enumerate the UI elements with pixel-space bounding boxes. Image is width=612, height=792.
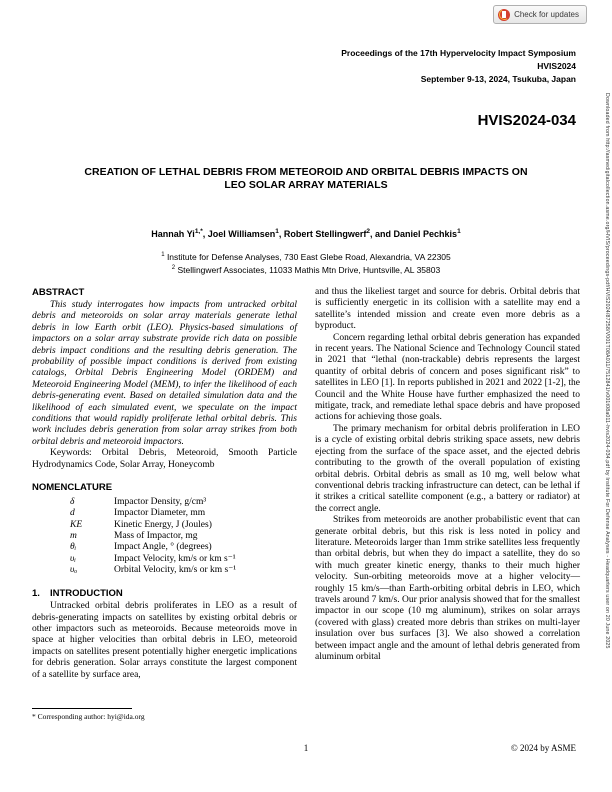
right-column: [315, 287, 580, 681]
author-line: [0, 228, 612, 239]
download-watermark: Downloaded from http://asmedigitalcollection.asme.org/HVIS/proceedings-pdf/HVIS2024/87258/V001T08A011/7512841/v001t08a011-hvis2024-034.pdf by Institute For Defense Analyses - Headquarters user on 20 June 2025: [604, 93, 610, 649]
nomenclature-row: υᵢ Impact Velocity, km/s or km s⁻¹: [70, 553, 236, 564]
crossmark-page-glyph: [502, 11, 506, 18]
author: Hannah $Yi^{1,*}$,: [151, 228, 208, 239]
body-paragraph: and thus the likeliest target and source for debris. Orbital debris that is sufficiently energetic in its collision with a satellite may end a satellite’s intended mission and create even more debris as a byproduct.: [315, 287, 580, 332]
author: Robert Stellingwerf$^2$, and: [283, 228, 394, 239]
introduction-heading: 1. INTRODUCTION: [32, 588, 123, 600]
nomenclature-row: θᵢ Impact Angle, ° (degrees): [70, 542, 212, 553]
nomenclature-row: δ Impactor Density, g/cm³: [70, 497, 207, 508]
abstract-heading: ABSTRACT: [32, 287, 85, 298]
proceedings-header: [341, 47, 576, 86]
nomenclature-list: [32, 497, 297, 576]
keywords-line: Keywords: Orbital Debris, Meteoroid, Smooth Particle Hydrodynamics Code, Solar Array, Honeycomb: [32, 448, 297, 470]
body-paragraph: Concern regarding lethal orbital debris generation has expanded in recent years. The National Science and Technology Council stated in 2021 that “lethal (non-trackable) debris represents the largest quantity of orbital debris of concern and poses significant risk” to satellites in LEO [1]. In reports published in 2021 and 2022 [1-2], the Council and the White House have further emphasized the need to mitigate, track, and remediate lethal space debris and have proposed actions for achieving those goals.: [315, 332, 580, 423]
proceedings-line: HVIS2024: [537, 61, 576, 71]
title-line-1: CREATION OF LETHAL DEBRIS FROM METEOROID AND ORBITAL DEBRIS IMPACTS ON: [84, 166, 528, 178]
nomenclature-row: m Mass of Impactor, mg: [70, 530, 198, 541]
page-title: [0, 166, 612, 192]
footnote-rule: [32, 708, 132, 709]
body-paragraph: Strikes from meteoroids are another probabilistic event that can generate orbital debris, but this risk is less noted in policy and literature. Meteoroids larger than 1mm strike satellites less frequently than orbital debris, but when they do impact a satellite, they do so with much greater kinetic energy, thanks to their much higher velocity. Sun-orbiting meteoroids move at a higher velocity—roughly 15 km/s—than Earth-orbiting orbital debris in LEO, which travels around 7 km/s. Our prior analysis showed that for the smallest impactor in our scope (10 mg aluminum), strikes on solar arrays (covered with glass) created more debris than strikes on multi-layer insulation over bus surfaces [3]. We also showed a correlation between impact angle and the amount of lethal debris generated from aluminum orbital: [315, 515, 580, 662]
author: Daniel Pechkis$^1$: [393, 228, 461, 239]
check-for-updates-button[interactable]: [493, 5, 587, 24]
title-line-2: LEO SOLAR ARRAY MATERIALS: [224, 179, 388, 191]
proceedings-line: Proceedings of the 17th Hypervelocity Impact Symposium: [341, 48, 576, 58]
affiliation-2: $^2$ Stellingwerf Associates, 11033 Mathis Mtn Drive, Huntsville, AL 35803: [171, 264, 441, 275]
corresponding-author-note: * Corresponding author: hyi@ida.org: [32, 712, 145, 721]
nomenclature-row: KE Kinetic Energy, J (Joules): [70, 519, 212, 530]
abstract-paragraph: This study interrogates how impacts from untracked orbital debris and meteoroids on solar array materials generate lethal debris in low Earth orbit (LEO). Physics-based simulations of impactors on a solar array substrate provide rich data on possible debris impact conditions and the resulting debris generation. The probability of possible impact conditions is derived from existing catalogs, Orbital Debris Engineering Model (ORDEM) and Meteoroid Engineering Model (MEM), to infer the likelihood of each debris-generating event. Based on detailed simulation data and the likelihood of each simulated event, we speculate on the impact conditions that would rapidly proliferate lethal orbital debris. This work includes debris generation from solar array strikes from both orbital debris and meteoroid impactors.: [32, 300, 297, 447]
body-paragraph: The primary mechanism for orbital debris proliferation in LEO is a cycle of existing orbital debris striking space assets, new debris ejecting from the surface of the space asset, and the ejected debris contributing to the growth of the overall population of existing orbital debris. Orbital debris as small as 10 mg, well below what conventional debris tracking infrastructure can detect, can be lethal if it strikes a critical satellite component (e.g., a battery or radiator) at the correct angle.: [315, 423, 580, 514]
proceedings-line: September 9-13, 2024, Tsukuba, Japan: [420, 74, 576, 84]
author: Joel Williamsen$^1$,: [207, 228, 284, 239]
page-number: 1: [303, 743, 309, 753]
two-column-body: [32, 287, 580, 681]
paper-number: HVIS2024-034: [477, 112, 576, 129]
check-for-updates-label: Check for updates: [514, 10, 579, 19]
nomenclature-heading: NOMENCLATURE: [32, 482, 113, 494]
crossmark-icon: [498, 9, 510, 21]
copyright-notice: © 2024 by ASME: [510, 743, 576, 753]
affiliation-1: $^1$ Institute for Defense Analyses, 730 East Glebe Road, Alexandria, VA 22305: [161, 251, 451, 262]
nomenclature-row: υₒ Orbital Velocity, km/s or km s⁻¹: [70, 564, 237, 575]
footnote: [32, 708, 297, 721]
nomenclature-row: d Impactor Diameter, mm: [70, 508, 206, 519]
left-column: [32, 287, 297, 681]
affiliations: [0, 250, 612, 276]
introduction-paragraph: Untracked orbital debris proliferates in LEO as a result of debris-generating impacts on satellites by existing orbital debris or other impactors such as meteoroids. Because meteoroids move in space at higher velocities than orbital debris in LEO, meteoroid impacts on satellites present potentially higher energetic implications for debris generation. Solar arrays constitute the largest component of a satellite by surface area,: [32, 601, 297, 680]
